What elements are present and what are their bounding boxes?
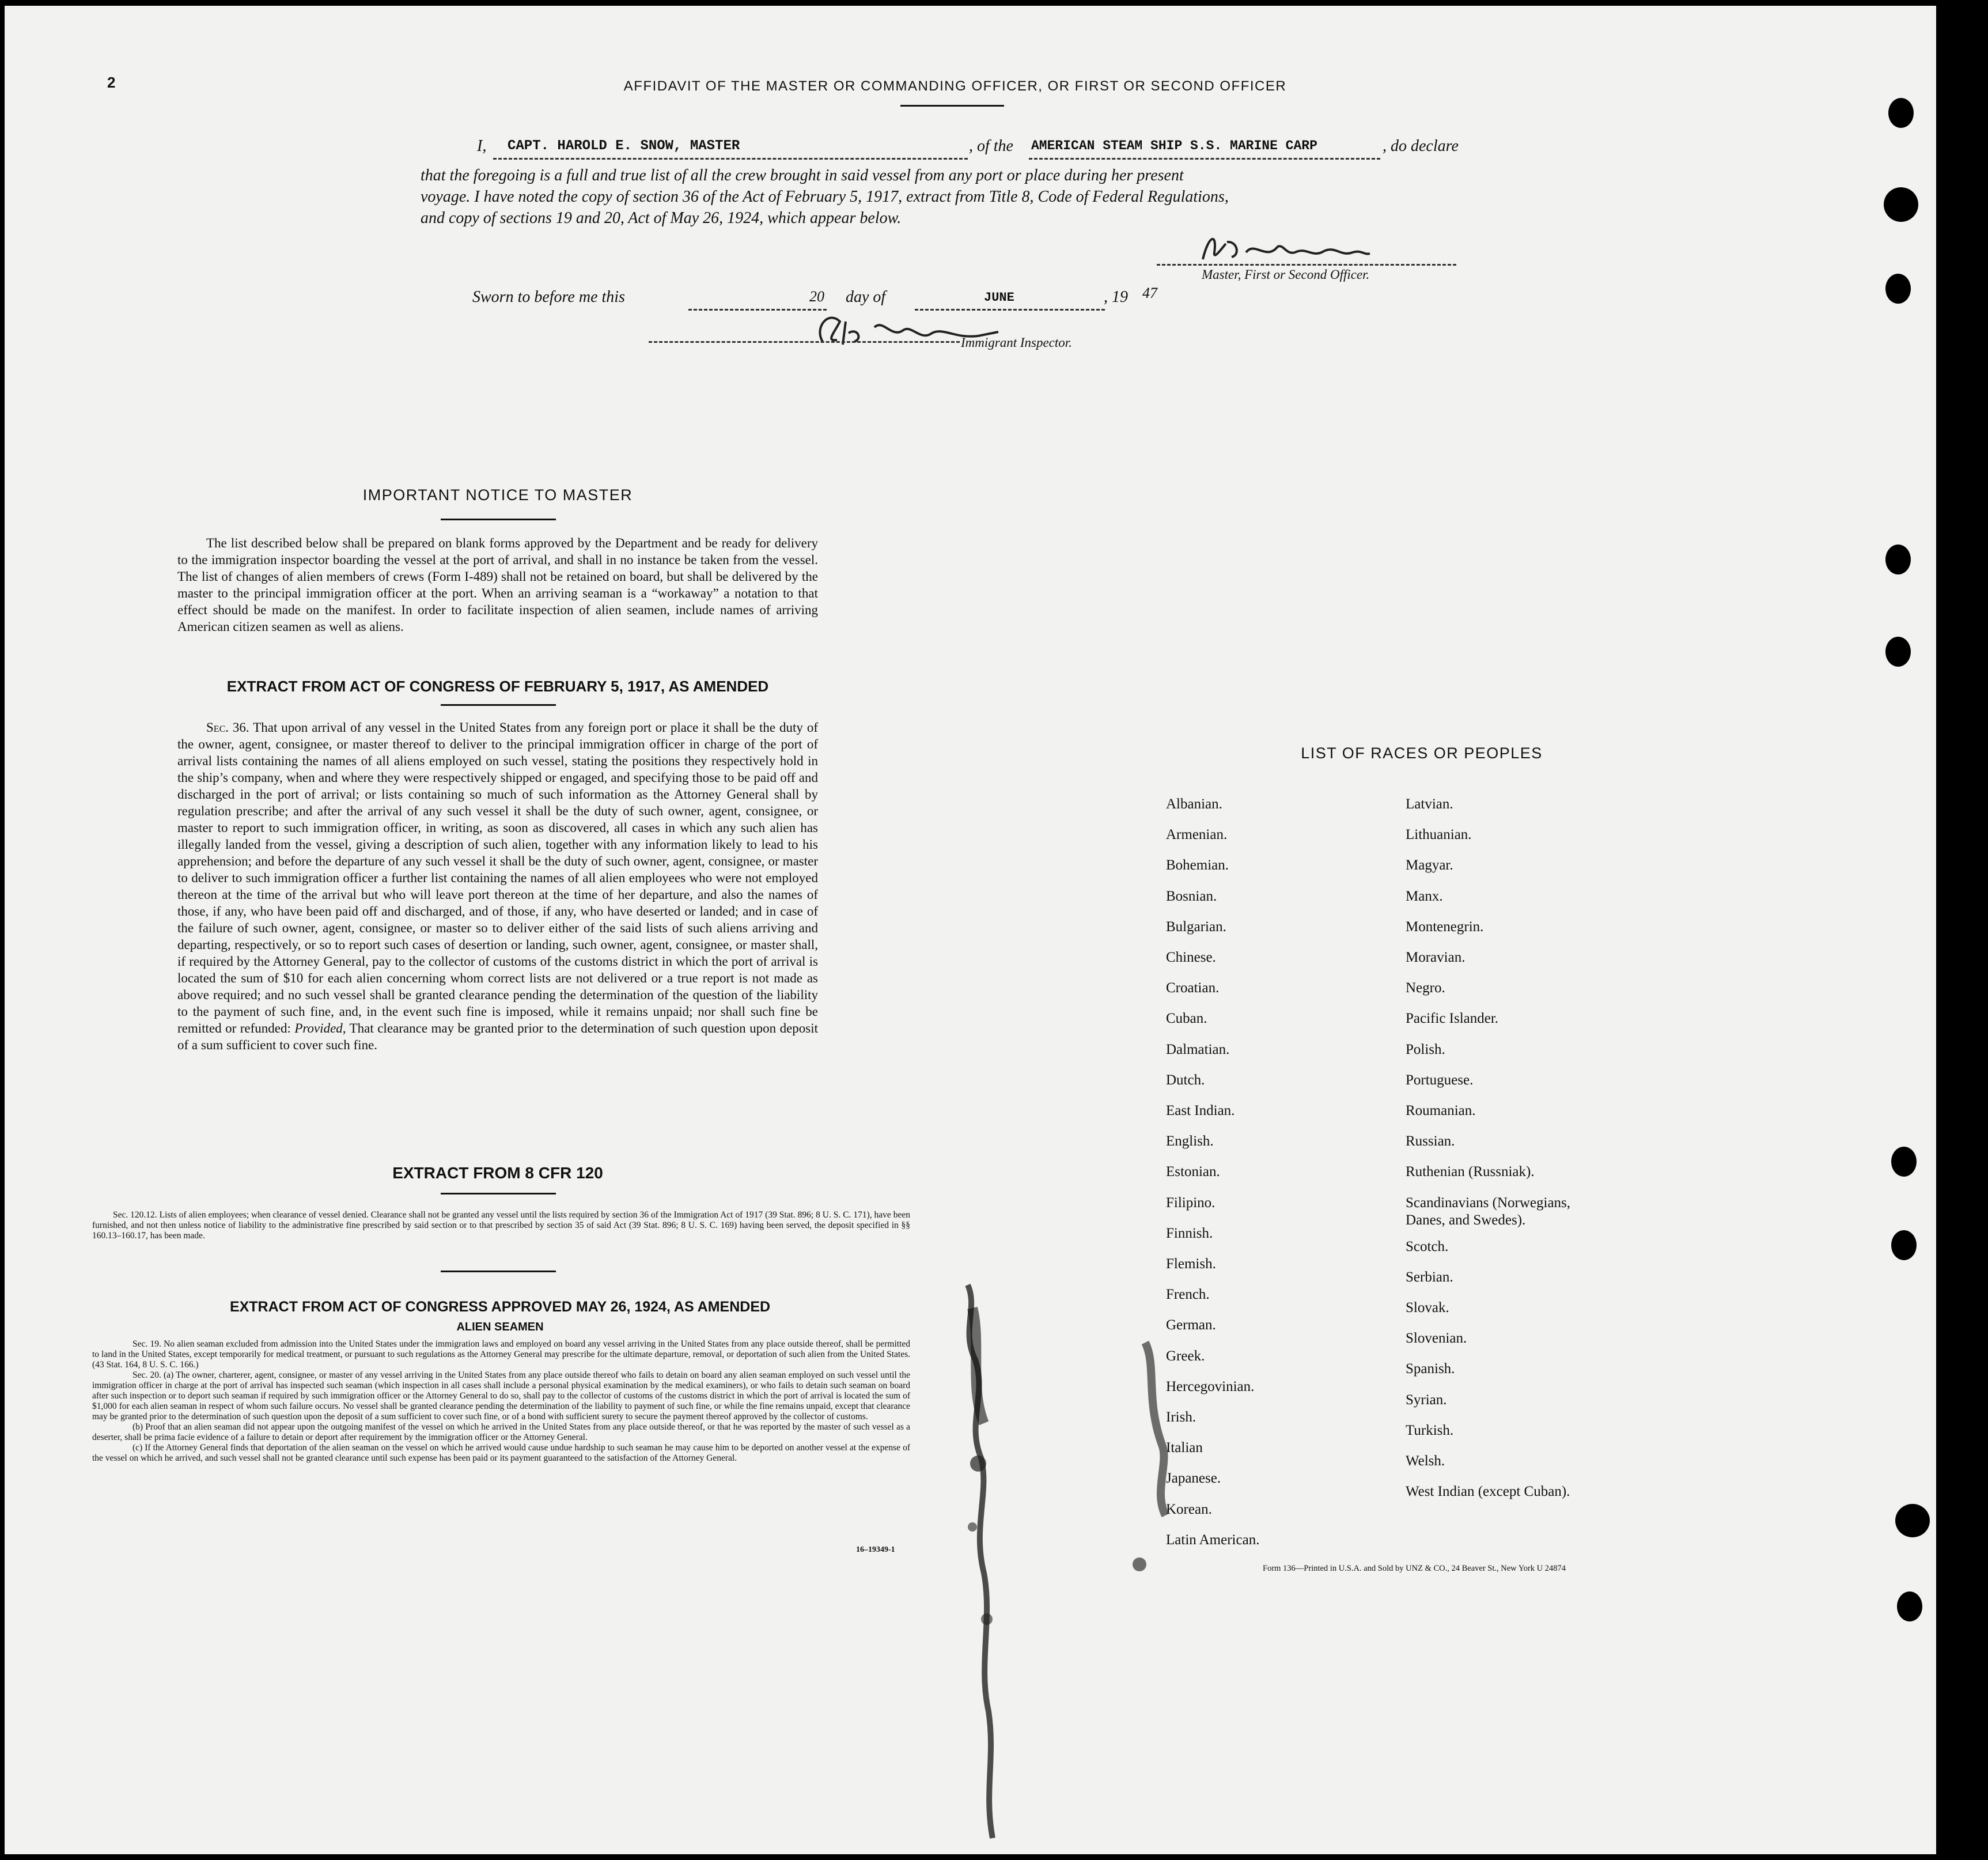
sec-36-end: That clearance may be granted prior to the determination of such question upon deposit of a sum sufficient to cover such fine. xyxy=(177,1021,819,1052)
race-item: Bulgarian. xyxy=(1166,918,1226,935)
race-item: Chinese. xyxy=(1166,950,1216,965)
race-item: English. xyxy=(1166,1133,1214,1150)
notice-title: IMPORTANT NOTICE TO MASTER xyxy=(362,486,633,504)
race-item: Latin American. xyxy=(1166,1532,1260,1548)
race-item: Negro. xyxy=(1406,980,1445,996)
race-item: Cuban. xyxy=(1166,1011,1207,1027)
race-item: Slovak. xyxy=(1406,1300,1449,1315)
race-item: Scandinavians (Norwegians, xyxy=(1406,1194,1571,1211)
binder-hole xyxy=(1884,187,1918,222)
binder-hole xyxy=(1885,545,1911,574)
print-code: 16–19349-1 xyxy=(856,1545,895,1554)
ink-stain xyxy=(938,1273,1226,1850)
sec-20b-text: (b) Proof that an alien seaman did not appear upon the outgoing manifest of the vessel on which he arrived in the United States from any place outside thereof, or that he was reported by the master of such vessel as a deserter, shall be prima facie evidence of a failure to detain or deport after requirement by the immigration officer or the Attorney General. xyxy=(92,1422,910,1442)
race-item: Italian xyxy=(1166,1440,1203,1456)
sec-36-label: Sec. 36. xyxy=(206,720,249,735)
race-item: German. xyxy=(1166,1317,1216,1333)
race-item: Japanese. xyxy=(1166,1470,1221,1487)
title-divider xyxy=(900,105,1004,107)
race-item: Serbian. xyxy=(1406,1269,1453,1285)
races-title: LIST OF RACES OR PEOPLES xyxy=(1301,744,1543,762)
page-number: 2 xyxy=(107,74,116,91)
binder-hole xyxy=(1895,1504,1930,1537)
race-item: Scotch. xyxy=(1406,1238,1449,1254)
vessel-name: AMERICAN STEAM SHIP S.S. MARINE CARP xyxy=(1031,138,1317,153)
binder-hole xyxy=(1891,1230,1917,1260)
year-value: 47 xyxy=(1142,285,1157,301)
affidavit-line-2: voyage. I have noted the copy of section 36 of the Act of February 5, 1917, extract from Title 8, Code of Federal Regulations, xyxy=(421,188,1229,206)
year-prefix: , 19 xyxy=(1104,288,1128,306)
day-field xyxy=(688,290,827,311)
race-item: French. xyxy=(1166,1287,1210,1303)
cfr-title: EXTRACT FROM 8 CFR 120 xyxy=(392,1164,603,1182)
race-item: Spanish. xyxy=(1406,1361,1455,1377)
race-item: Korean. xyxy=(1166,1501,1212,1517)
month-field xyxy=(915,290,1105,311)
do-declare-label: , do declare xyxy=(1383,137,1459,155)
race-item: Polish. xyxy=(1406,1041,1445,1057)
race-item: Armenian. xyxy=(1166,827,1228,843)
race-item: Moravian. xyxy=(1406,950,1466,965)
extract-1917-text xyxy=(177,719,818,1053)
race-item: Bosnian. xyxy=(1166,888,1217,904)
race-item: Danes, and Swedes). xyxy=(1406,1212,1526,1228)
extract-1917-title: EXTRACT FROM ACT OF CONGRESS OF FEBRUARY 5, 1917, AS AMENDED xyxy=(226,678,769,695)
race-item: Hercegovinian. xyxy=(1166,1378,1255,1394)
affidavit-line-3: and copy of sections 19 and 20, Act of May 26, 1924, which appear below. xyxy=(421,209,902,227)
race-item: Finnish. xyxy=(1166,1225,1213,1241)
race-item: Albanian. xyxy=(1166,796,1222,812)
race-item: Dalmatian. xyxy=(1166,1041,1230,1057)
race-item: Irish. xyxy=(1166,1409,1196,1425)
race-item: Filipino. xyxy=(1166,1194,1215,1211)
cfr-text: Sec. 120.12. Lists of alien employees; when clearance of vessel denied. Clearance shall not be granted any vessel until the lists required by section 36 of the Immigration Act of 1917 (39 Stat. 896; 8 U. S. C. 171), have been furnished, and not then unless notice of liability to the administrative fine prescribed by said section or to that prescribed by section 35 of said Act (39 Stat. 896; 8 U. S. C. 169) having been served, the deposit specified in §§ 160.13–160.17, has been made. xyxy=(92,1210,910,1241)
sec-20a-text: Sec. 20. (a) The owner, charterer, agent, consignee, or master of any vessel arriving in the United States from any place outside thereof who fails to detain on board any alien seaman employed on such vessel until the immigration officer in charge at the port of arrival has inspected such seaman (which inspection in all cases shall include a personal physical examination by the medical examiners), or who fails to detain such seaman on board after such inspection or to deport such seaman if required by such immigration officer or the Attorney General to do so, shall pay to the collector of customs of the customs district in which the port of arrival is located the sum of $1,000 for each alien seaman in respect of whom such failure occurs. No vessel shall be granted clearance pending the determination of the liability to payment of such fine, or while the fine remains unpaid, except that clearance may be granted prior to the determination of such question upon the deposit of a sum sufficient to cover such fine, or of a bond with sufficient surety to secure the payment thereof approved by the collector of customs. xyxy=(92,1370,910,1422)
affidavit-i: I, xyxy=(477,137,487,155)
of-the-label: , of the xyxy=(969,137,1013,155)
cfr-divider xyxy=(441,1193,556,1194)
binder-hole xyxy=(1888,98,1914,128)
race-item: Slovenian. xyxy=(1406,1330,1467,1347)
extract-1917-divider xyxy=(441,704,556,706)
extract-1924-title: EXTRACT FROM ACT OF CONGRESS APPROVED MAY 26, 1924, AS AMENDED xyxy=(229,1299,771,1315)
sec-36-body: That upon arrival of any vessel in the United States from any foreign port or place it shall be the duty of the owner, agent, consignee, or master thereof to deliver to the principal immigration officer in charge of the port of arrival lists containing the names of all aliens employed on such vessel, stating the positions they respectively hold in the ship’s company, when and where they were respectively shipped or engaged, and specifying those to be paid off and discharged in the port of arrival; or lists containing so much of such information as the Attorney General shall by regulation prescribe; and after the arrival of any such vessel it shall be the duty of such owner, agent, consignee, or master to report to such immigration officer, in writing, as soon as discovered, all cases in which any such alien has illegally landed from the vessel, giving a description of such alien, together with any information likely to lead to his apprehension; and before the departure of any such vessel it shall be the duty of such owner, agent, consignee, or master to deliver to such immigration officer a further list containing the names of all alien employees who were not employed thereon at the time of the arrival but who will leave port thereon at the time of her departure, and also the names of those, if any, who have been paid off and discharged, and of those, if any, who have deserted or landed; and in case of the failure of such owner, agent, consignee, or master so to deliver either of the said lists of such aliens arriving and departing, respectively, or so to report such cases of desertion or landing, such owner, agent, consignee, or master shall, if required by the Attorney General, pay to the collector of customs of the customs district in which the port of arrival is located the sum of $10 for each alien concerning whom correct lists are not delivered or a true report is not made as above required; and no such vessel shall be granted clearance pending the determination of the question of the liability to the payment of such fine, and, in the event such fine is imposed, while it remains unpaid; nor shall such fine be remitted or refunded: xyxy=(177,720,818,1035)
inspector-signature-line xyxy=(649,341,960,343)
extract-1924-body xyxy=(92,1339,910,1464)
race-item: Magyar. xyxy=(1406,857,1453,874)
race-item: Bohemian. xyxy=(1166,857,1229,874)
race-item: East Indian. xyxy=(1166,1103,1235,1118)
sec-19-text: Sec. 19. No alien seaman excluded from admission into the United States under the immigration laws and employed on board any vessel arriving in the United States from any place outside thereof, shall be permitted to land in the United States, except temporarily for medical treatment, or pursuant to such regulations as the Attorney General may prescribe for the ultimate departure, removal, or deportation of such alien from the United States. (43 Stat. 164, 8 U. S. C. 166.) xyxy=(92,1339,910,1370)
race-item: Ruthenian (Russniak). xyxy=(1406,1164,1535,1180)
race-item: Montenegrin. xyxy=(1406,918,1484,935)
binder-hole xyxy=(1891,1147,1917,1177)
race-item: Croatian. xyxy=(1166,980,1220,996)
provided-word: Provided, xyxy=(294,1021,346,1035)
master-signature-line xyxy=(1157,264,1456,266)
race-item: Dutch. xyxy=(1166,1072,1205,1088)
master-caption: Master, First or Second Officer. xyxy=(1202,267,1370,282)
day-of-label: day of xyxy=(846,288,886,306)
race-item: Roumanian. xyxy=(1406,1103,1476,1118)
notice-divider xyxy=(441,519,556,520)
extract-1924-subtitle: ALIEN SEAMEN xyxy=(456,1321,544,1333)
race-item: Russian. xyxy=(1406,1133,1455,1150)
form-footer: Form 136—Printed in U.S.A. and Sold by UNZ & CO., 24 Beaver St., New York U 24874 xyxy=(1263,1564,1566,1573)
master-name: CAPT. HAROLD E. SNOW, MASTER xyxy=(508,138,740,154)
race-item: Turkish. xyxy=(1406,1422,1454,1438)
master-name-field xyxy=(493,138,968,160)
binder-hole xyxy=(1885,637,1911,667)
notice-text: The list described below shall be prepared on blank forms approved by the Department and be ready for delivery to the immigration inspector boarding the vessel at the port of arrival, and shall in no instance be taken from the vessel. The list of changes of alien members of crews (Form I-489) shall not be retained on board, but shall be delivered by the master to the principal immigration officer at the port. When an arriving seaman is a “workaway” a notation to that effect should be made on the manifest. In order to facilitate inspection of alien seamen, include names of arriving American citizen seamen as well as aliens. xyxy=(177,536,818,634)
race-item: Lithuanian. xyxy=(1406,827,1472,843)
affidavit-body xyxy=(421,165,1486,229)
month-value: JUNE xyxy=(984,290,1014,305)
race-item: Latvian. xyxy=(1406,796,1453,812)
binder-hole xyxy=(1885,274,1911,304)
sworn-label: Sworn to before me this xyxy=(472,288,625,306)
race-item: Greek. xyxy=(1166,1348,1205,1364)
race-item: Portuguese. xyxy=(1406,1072,1474,1088)
cfr-bottom-divider xyxy=(441,1271,556,1272)
sec-20c-text: (c) If the Attorney General finds that deportation of the alien seaman on the vessel on which he arrived would cause undue hardship to such seaman he may cause him to be deported on another vessel at the expense of the vessel on which he arrived, and such vessel shall not be granted clearance until such expense has been paid or its payment guaranteed to the satisfaction of the Attorney General. xyxy=(92,1443,910,1463)
vessel-name-field xyxy=(1029,138,1380,160)
race-item: Flemish. xyxy=(1166,1256,1216,1272)
race-item: Pacific Islander. xyxy=(1406,1011,1499,1027)
affidavit-line-1: that the foregoing is a full and true list of all the crew brought in said vessel from any port or place during her present xyxy=(421,167,1184,184)
day-value: 20 xyxy=(809,288,824,305)
race-item: Manx. xyxy=(1406,888,1443,904)
binder-hole xyxy=(1897,1591,1922,1621)
race-item: Estonian. xyxy=(1166,1164,1220,1180)
document-page xyxy=(5,6,1936,1854)
affidavit-title: AFFIDAVIT OF THE MASTER OR COMMANDING OFFICER, OR FIRST OR SECOND OFFICER xyxy=(623,78,1287,94)
race-item: West Indian (except Cuban). xyxy=(1406,1484,1570,1500)
race-item: Syrian. xyxy=(1406,1392,1447,1408)
races-right-column xyxy=(1406,796,1694,1551)
race-item: Welsh. xyxy=(1406,1453,1445,1469)
inspector-caption: Immigrant Inspector. xyxy=(961,335,1072,350)
